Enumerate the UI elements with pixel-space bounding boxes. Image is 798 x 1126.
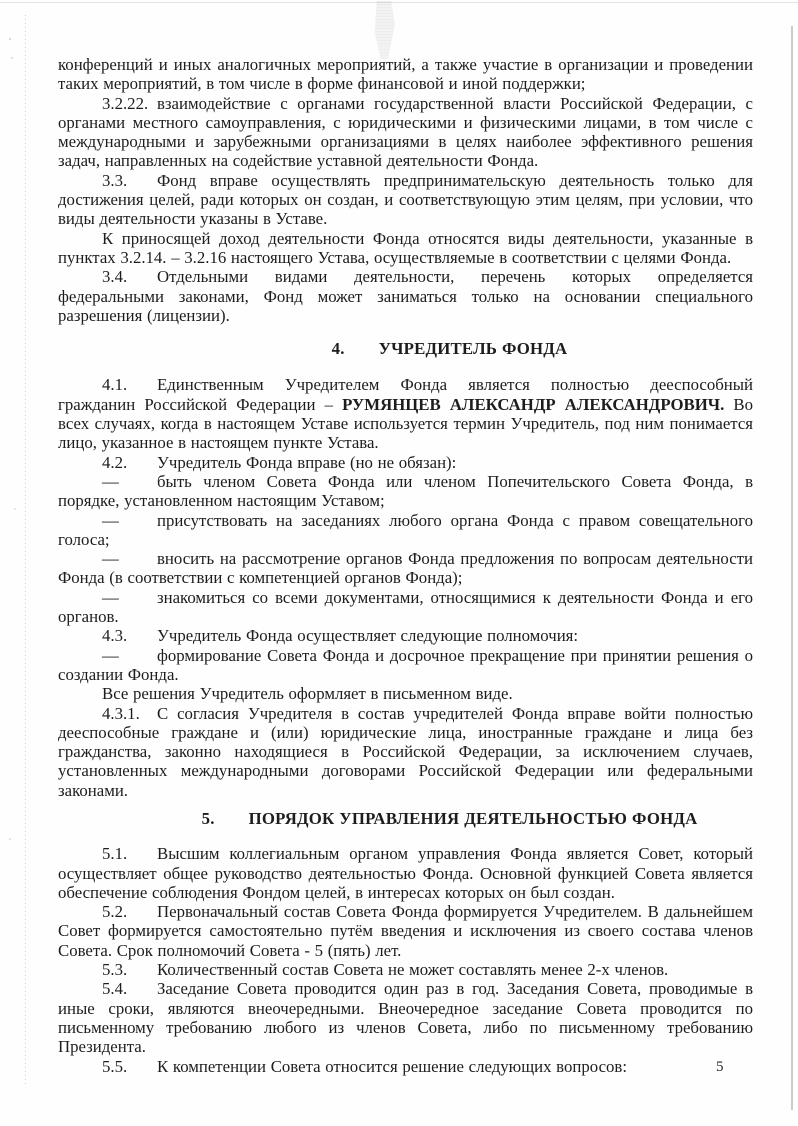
clause-number: 3.3. [102,170,128,190]
clause-number: 5.5. [102,1056,128,1076]
clause-text: Заседание Совета проводится один раз в год. Заседания Совета, проводимые в иные сроки, являются внеочередными. Внеочередное заседание Совета проводится по письменному требованию любого из членов Совета, либо по письменному требованию Президента. [58,979,753,1057]
clause-4-2-item [58,549,753,588]
clause-number: 4.1. [102,375,128,395]
scan-artifact-speck [14,508,16,510]
clause-text: Фонд вправе осуществлять предпринимательскую деятельность только для достижения целей, ради которых он создан, и соответствующую этим целям, при условии, что виды деятельности указаны в Уставе. [58,170,753,229]
clause-text: Учредитель Фонда осуществляет следующие полномочия: [157,626,579,646]
clause-4-2 [58,453,753,472]
section-5-heading [58,809,753,828]
clause-text: Высшим коллегиальным органом управления Фонда является Совет, который осуществляет общее руководство деятельностью Фонда. Основной функцией Совета является обеспечение соблюдения Фондом целей, в интересах которых он был создан. [58,844,753,902]
scan-artifact-right-edge-line [791,26,793,1110]
section-number: 5. [201,808,215,828]
clause-5-4 [58,979,753,1056]
scan-artifact-top-edge [0,2,798,3]
clause-text: Количественный состав Совета не может составлять менее 2-х членов. [157,960,669,980]
clause-5-2 [58,902,753,960]
dash-marker: — [102,587,119,607]
clause-3-3-note: К приносящей доход деятельности Фонда относятся виды деятельности, указанные в пунктах 3.2.14. – 3.2.16 настоящего Устава, осуществляемые в соответствии с целями Фонда. [58,228,753,267]
clause-text: быть членом Совета Фонда или членом Попечительского Совета Фонда, в порядке, установленном настоящим Уставом; [58,471,753,511]
clause-text: Отдельными видами деятельности, перечень которых определяется федеральными законами, Фонд может заниматься только на основании специального разрешения (лицензии). [58,267,753,325]
founder-name: РУМЯНЦЕВ АЛЕКСАНДР АЛЕКСАНДРОВИЧ. [342,394,725,414]
clause-4-3-note: Все решения Учредитель оформляет в письменном виде. [102,684,513,704]
clause-4-3-item [58,646,753,685]
clause-5-1 [58,844,753,902]
dash-marker: — [102,471,119,491]
clause-4-3-1 [58,704,753,800]
clause-4-2-item [58,472,753,511]
clause-3-2-22 [58,94,753,171]
clause-4-2-item [58,511,753,550]
clause-5-5 [58,1057,753,1076]
clause-number: 3.4. [102,267,128,287]
clause-number: 5.2. [102,902,128,922]
scan-artifact-staple-smudge [362,1,404,59]
clause-number: 4.3. [102,626,128,646]
clause-text: Единственным Учредителем Фонда является полностью дееспособный гражданин Российской Федерации – [58,375,753,414]
clause-4-3 [58,626,753,645]
section-number: 4. [331,339,345,359]
clause-number: 4.3.1. [102,703,140,723]
clause-text: Во всех случаях, когда в настоящем Уставе используется термин Учредитель, под ним понимается лицо, указанное в настоящем пункте Устава. [58,394,754,453]
clause-text: К компетенции Совета относится решение следующих вопросов: [157,1056,627,1076]
clause-text: Учредитель Фонда вправе (но не обязан): [157,452,457,472]
clause-number: 5.1. [102,844,128,864]
scan-artifact-speck [9,38,11,40]
clause-text: взаимодействие с органами государственной власти Российской Федерации, с органами местного самоуправления, с юридическими и физическими лицами, в том числе с международными и зарубежными организациями в целях наиболее эффективного решения задач, направленных на содействие уставной деятельности Фонда. [58,93,753,171]
clause-text: знакомиться со всеми документами, относящимися к деятельности Фонда и его органов. [58,587,753,627]
clause-3-4 [58,267,753,325]
clause-4-1 [58,375,753,452]
clause-text: вносить на рассмотрение органов Фонда предложения по вопросам деятельности Фонда (в соответствии с компетенцией органов Фонда); [58,549,753,588]
document-body [58,55,753,1076]
clause-3-2-21-continuation: конференций и иных аналогичных мероприятий, а также участие в организации и проведении таких мероприятий, в том числе в форме финансовой и иной поддержки; [58,55,753,94]
clause-text: формирование Совета Фонда и досрочное прекращение при принятии решения о создании Фонда. [58,645,753,684]
clause-5-3 [58,960,753,979]
section-4-heading [58,339,753,358]
clause-number: 5.3. [102,960,128,980]
dash-marker: — [102,510,119,530]
scan-artifact-left-dotted-line [25,15,26,1085]
clause-3-3 [58,171,753,229]
section-title: ПОРЯДОК УПРАВЛЕНИЯ ДЕЯТЕЛЬНОСТЬЮ ФОНДА [248,808,698,828]
scan-artifact-speck [11,57,13,59]
clause-text: С согласия Учредителя в состав учредителей Фонда вправе войти полностью дееспособные граждане и (или) юридические лица, иностранные граждане и лица без гражданства, законно находящиеся в Российской Федерации, за исключением случаев, установленных международными договорами Российской Федерации или федеральными законами. [58,703,753,800]
clause-4-2-item [58,588,753,627]
clause-number: 5.4. [102,979,128,999]
clause-text: присутствовать на заседаниях любого органа Фонда с правом совещательного голоса; [58,510,753,549]
clause-number: 3.2.22. [102,93,149,113]
page-number: 5 [716,1059,724,1075]
scan-artifact-speck [9,838,11,840]
clause-text: Первоначальный состав Совета Фонда формируется Учредителем. В дальнейшем Совет формируется самостоятельно путём введения и исключения из своего состава членов Совета. Срок полномочий Совета - 5 (пять) лет. [58,902,753,960]
dash-marker: — [102,549,119,569]
dash-marker: — [102,645,119,665]
clause-number: 4.2. [102,452,128,472]
section-title: УЧРЕДИТЕЛЬ ФОНДА [378,339,568,359]
